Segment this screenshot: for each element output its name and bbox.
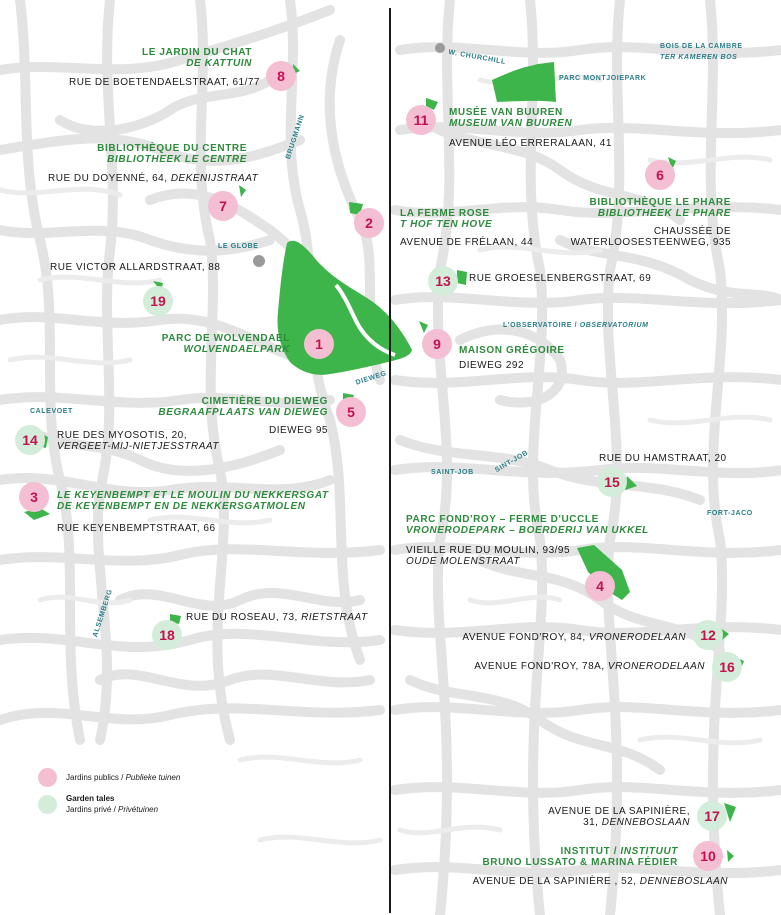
garden-2-name-fr: LA FERME ROSE: [400, 208, 490, 219]
garden-9-label: [459, 345, 565, 356]
garden-15-address: RUE DU HAMSTRAAT, 20: [599, 453, 727, 464]
garden-7-address-nl: DEKENIJSTRAAT: [170, 173, 259, 184]
garden-5-name-nl: BEGRAAFPLAATS VAN DIEWEG: [158, 407, 328, 418]
garden-18-address: [186, 612, 368, 623]
observatoire-nl: OBSERVATORIUM: [579, 322, 649, 329]
garden-10-name-nl: INSTITUUT: [620, 846, 678, 857]
garden-14-address: [57, 430, 219, 452]
place-label-bois-de-la-cambre: [660, 41, 743, 63]
garden-3-address: RUE KEYENBEMPTSTRAAT, 66: [57, 523, 216, 534]
garden-16-address: [474, 661, 705, 672]
garden-marker-6[interactable]: 6: [645, 160, 675, 190]
street-label-alsemberg: ALSEMBERG: [92, 588, 115, 639]
park-montjoie: [492, 62, 556, 102]
legend-private-fr: Jardins privé /: [66, 805, 116, 814]
garden-12-address: [462, 632, 686, 643]
garden-6-name-fr: BIBLIOTHÈQUE LE PHARE: [589, 197, 731, 208]
churchill-roundabout: [435, 43, 445, 53]
garden-8-address: RUE DE BOETENDAELSTRAAT, 61/77: [69, 77, 260, 88]
garden-4-address-line2: OUDE MOLENSTRAAT: [406, 556, 520, 567]
garden-18-address-fr: RUE DU ROSEAU, 73,: [186, 612, 298, 623]
garden-marker-11[interactable]: 11: [406, 105, 436, 135]
garden-12-address-fr: AVENUE FOND'ROY, 84,: [462, 632, 586, 643]
flag-13: [457, 270, 467, 285]
garden-3-label: [57, 490, 329, 512]
street-label-w-churchill: W. CHURCHILL: [447, 49, 507, 66]
legend-private-nl: Privétuinen: [118, 805, 159, 814]
garden-6-name-nl: BIBLIOTHEEK LE PHARE: [597, 208, 731, 219]
garden-marker-2[interactable]: 2: [354, 208, 384, 238]
garden-7-label: [97, 143, 247, 165]
flag-9: [419, 321, 428, 333]
garden-14-address-line1: RUE DES MYOSOTIS, 20,: [57, 430, 187, 441]
garden-16-address-fr: AVENUE FOND'ROY, 78A,: [474, 661, 605, 672]
garden-marker-7[interactable]: 7: [208, 191, 238, 221]
garden-1-label: [162, 333, 290, 355]
garden-3-name-fr: LE KEYENBEMPT ET LE MOULIN DU NEKKERSGAT: [57, 490, 329, 501]
garden-11-address: AVENUE LÉO ERRERALAAN, 41: [449, 138, 612, 149]
garden-11-label: [449, 107, 572, 129]
garden-marker-1[interactable]: 1: [304, 329, 334, 359]
garden-9-address: DIEWEG 292: [459, 360, 525, 371]
garden-8-label: [142, 47, 252, 69]
garden-marker-9[interactable]: 9: [422, 329, 452, 359]
garden-marker-18[interactable]: 18: [152, 620, 182, 650]
garden-10-name-fr: INSTITUT /: [560, 846, 618, 857]
le-globe-roundabout: [253, 255, 265, 267]
garden-2-address: AVENUE DE FRÉLAAN, 44: [400, 237, 534, 248]
garden-5-address: DIEWEG 95: [269, 425, 328, 436]
garden-19-address: RUE VICTOR ALLARDSTRAAT, 88: [50, 262, 221, 273]
legend-public-swatch: [38, 768, 57, 787]
garden-6-address-line2: WATERLOOSESTEENWEG, 935: [570, 237, 731, 248]
legend-public-fr: Jardins publics /: [66, 773, 124, 782]
legend-private-swatch: [38, 795, 57, 814]
legend-private-label: [66, 805, 158, 814]
garden-5-name-fr: CIMETIÈRE DU DIEWEG: [201, 396, 328, 407]
garden-4-label: [406, 514, 649, 536]
garden-7-name-nl: BIBLIOTHEEK LE CENTRE: [107, 154, 247, 165]
garden-marker-16[interactable]: 16: [712, 652, 742, 682]
map-legend: [26, 754, 222, 832]
place-label-parc-montjoie: PARC MONTJOIEPARK: [559, 75, 647, 82]
garden-1-name-fr: PARC DE WOLVENDAEL: [161, 333, 290, 344]
garden-6-label: [590, 197, 732, 219]
garden-2-label: [400, 208, 492, 230]
flag-10: [727, 850, 734, 862]
garden-18-address-nl: RIETSTRAAT: [301, 612, 368, 623]
garden-10-label: [482, 846, 678, 868]
garden-17-address-line1: AVENUE DE LA SAPINIÈRE,: [548, 806, 690, 817]
garden-marker-4[interactable]: 4: [585, 571, 615, 601]
garden-10-address-nl: DENNEBOSLAAN: [639, 876, 728, 887]
garden-marker-5[interactable]: 5: [336, 397, 366, 427]
garden-11-name-fr: MUSÉE VAN BUUREN: [449, 107, 563, 118]
garden-4-name-fr: PARC FOND'ROY – FERME D'UCCLE: [406, 514, 599, 525]
legend-public-nl: Publieke tuinen: [125, 773, 181, 782]
garden-marker-3[interactable]: 3: [19, 482, 49, 512]
garden-marker-13[interactable]: 13: [428, 266, 458, 296]
garden-marker-12[interactable]: 12: [693, 620, 723, 650]
garden-8-name-fr: LE JARDIN DU CHAT: [141, 47, 252, 58]
garden-4-name-nl: VRONERODEPARK – BOERDERIJ VAN UKKEL: [406, 525, 649, 536]
garden-marker-15[interactable]: 15: [597, 467, 627, 497]
garden-2-name-nl: T HOF TEN HOVE: [400, 219, 493, 230]
garden-17-address: [548, 806, 690, 828]
garden-4-address-line1: VIEILLE RUE DU MOULIN, 93/95: [406, 545, 571, 556]
garden-13-address: RUE GROESELENBERGSTRAAT, 69: [469, 273, 652, 284]
map-divider-line: [389, 8, 391, 913]
place-label-le-globe: LE GLOBE: [218, 243, 259, 250]
garden-8-name-nl: DE KATTUIN: [186, 58, 252, 69]
garden-marker-14[interactable]: 14: [15, 425, 45, 455]
garden-1-name-nl: WOLVENDAELPARK: [183, 344, 290, 355]
garden-marker-17[interactable]: 17: [697, 801, 727, 831]
garden-10-address-fr: AVENUE DE LA SAPINIÈRE , 52,: [472, 876, 637, 887]
garden-17-address-num: 31,: [583, 817, 599, 828]
garden-17-address-nl: DENNEBOSLAAN: [601, 817, 690, 828]
garden-marker-10[interactable]: 10: [693, 841, 723, 871]
flag-7: [239, 185, 246, 197]
garden-14-address-line2: VERGEET-MIJ-NIETJESSTRAAT: [57, 441, 219, 452]
garden-3-name-nl: DE KEYENBEMPT EN DE NEKKERSGATMOLEN: [57, 501, 306, 512]
garden-10-name-line2: BRUNO LUSSATO & MARINA FÉDIER: [482, 857, 678, 868]
garden-marker-19[interactable]: 19: [143, 286, 173, 316]
legend-garden-tales-title: Garden tales: [66, 794, 115, 803]
street-label-dieweg: DIEWEG: [355, 370, 388, 387]
garden-10-address: [473, 876, 728, 887]
place-label-sint-job: SINT-JOB: [494, 449, 530, 475]
bois-cambre-fr: BOIS DE LA CAMBRE: [660, 43, 743, 50]
garden-11-name-nl: MUSEUM VAN BUUREN: [449, 118, 573, 129]
garden-marker-8[interactable]: 8: [266, 61, 296, 91]
observatoire-fr: L'OBSERVATOIRE /: [503, 322, 578, 329]
garden-6-address-line1: CHAUSSÉE DE: [653, 226, 731, 237]
place-label-observatoire: [503, 322, 649, 329]
bois-cambre-nl: TER KAMEREN BOS: [660, 54, 738, 61]
legend-public-label: [66, 773, 180, 782]
place-label-saint-job: SAINT-JOB: [431, 469, 474, 476]
place-label-fort-jaco: FORT-JACO: [707, 510, 753, 517]
garden-7-name-fr: BIBLIOTHÈQUE DU CENTRE: [97, 143, 247, 154]
street-label-brugmann: BRUGMANN: [285, 113, 307, 161]
garden-5-label: [158, 396, 328, 418]
garden-12-address-nl: VRONERODELAAN: [588, 632, 686, 643]
garden-16-address-nl: VRONERODELAAN: [607, 661, 705, 672]
garden-6-address: [571, 226, 731, 248]
place-label-calevoet: CALEVOET: [30, 408, 73, 415]
garden-9-name-fr: MAISON GRÉGOIRE: [459, 345, 565, 356]
garden-4-address: [406, 545, 570, 567]
garden-7-address-fr: RUE DU DOYENNÉ, 64,: [48, 173, 168, 184]
garden-7-address: [48, 173, 258, 184]
